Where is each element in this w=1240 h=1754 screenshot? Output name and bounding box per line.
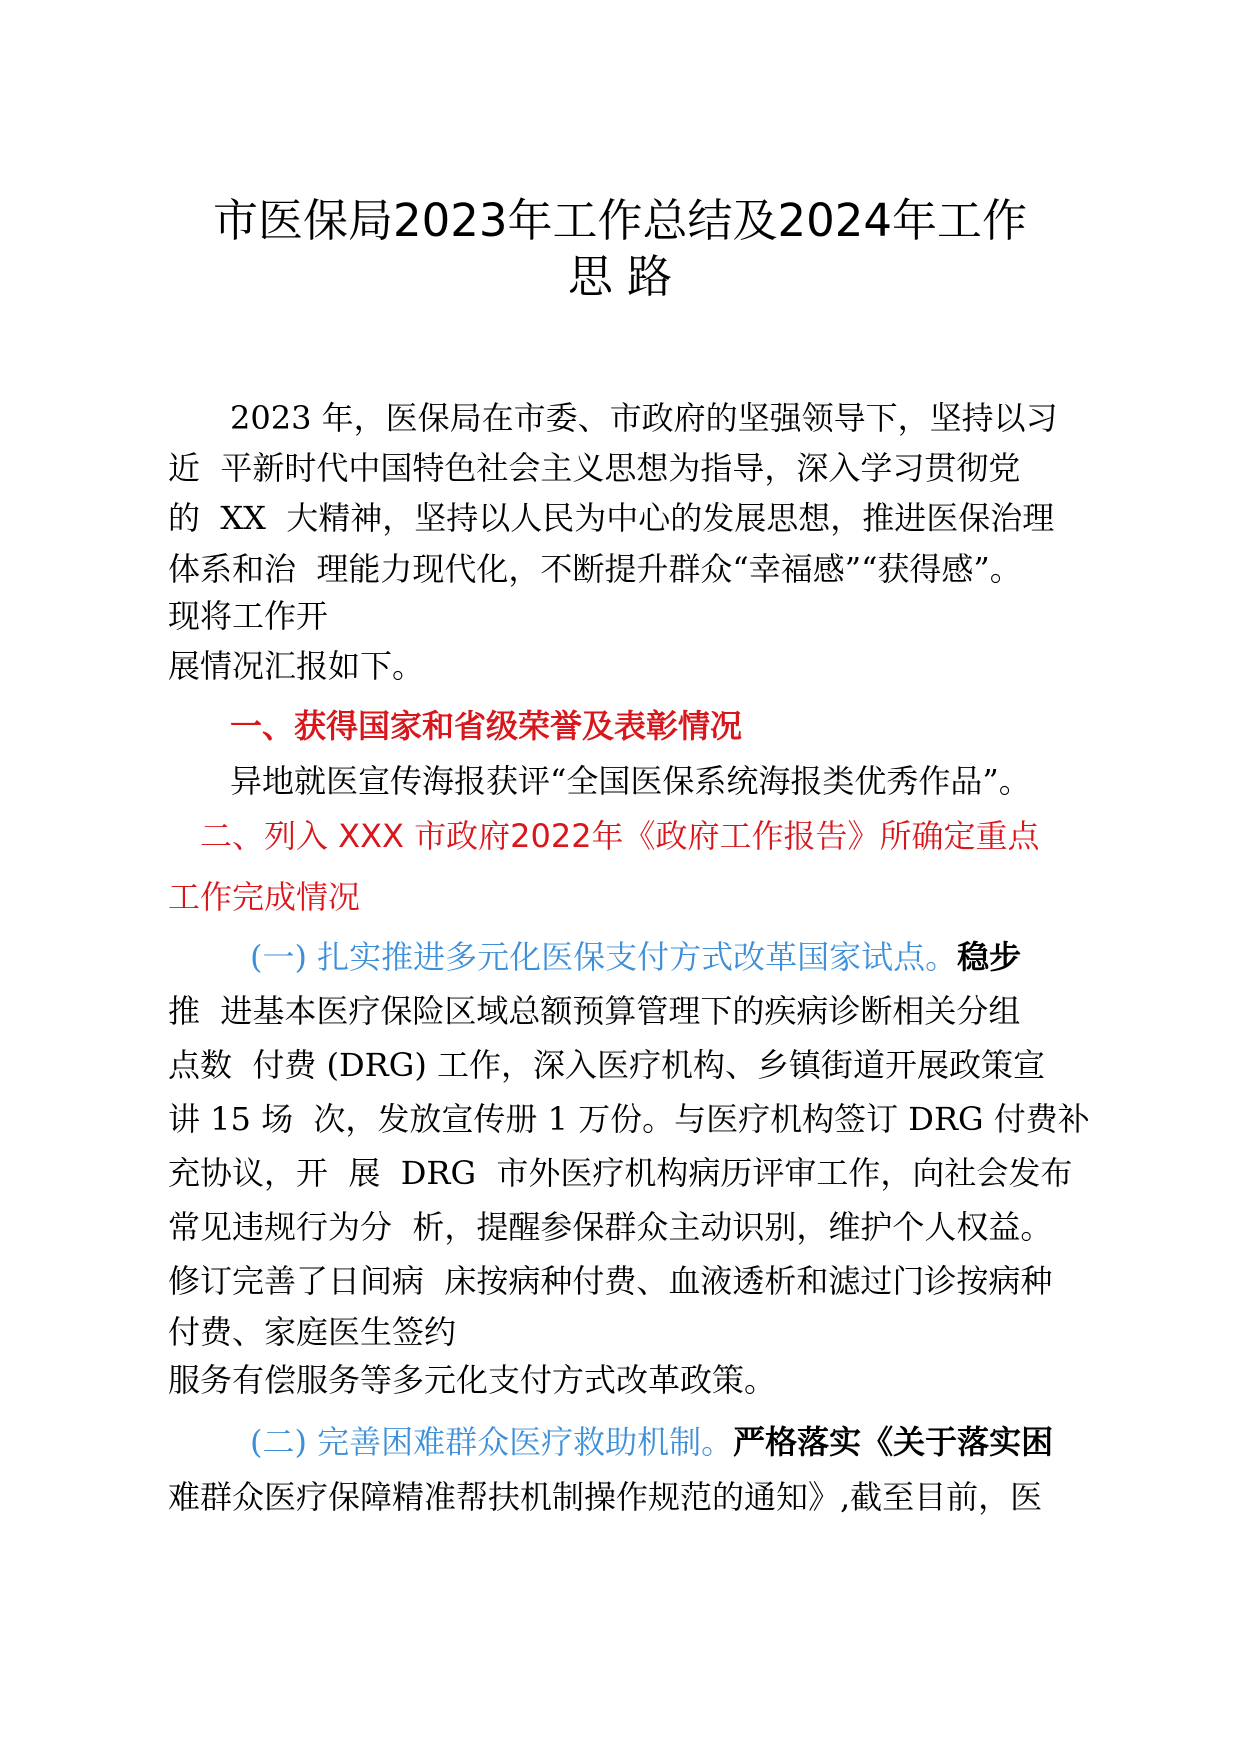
section2-heading-line1: 二、列入 XXX 市政府2022年《政府工作报告》所确定重点	[200, 817, 1040, 855]
intro-line: 现将工作开	[168, 597, 329, 635]
item1-title: (一) 扎实推进多元化医保支付方式改革国家试点。	[250, 938, 958, 976]
item1-line: 充协议，开 展 DRG 市外医疗机构病历评审工作，向社会发布	[168, 1154, 1073, 1192]
item1-line: 修订完善了日间病 床按病种付费、血液透析和滤过门诊按病种	[168, 1262, 1053, 1300]
intro-line: 展情况汇报如下。	[168, 647, 425, 685]
document-title-line1: 市医保局2023年工作总结及2024年工作	[212, 194, 1028, 247]
item1-line: 付费、家庭医生签约	[168, 1313, 457, 1351]
item1-line: 点数 付费 (DRG) 工作，深入医疗机构、乡镇街道开展政策宣	[168, 1046, 1045, 1084]
intro-line: 的 XX 大精神，坚持以人民为中心的发展思想，推进医保治理	[168, 499, 1055, 537]
item2-line: 难群众医疗保障精准帮扶机制操作规范的通知》,截至目前，医	[168, 1478, 1043, 1516]
item1-first-line	[250, 937, 1021, 977]
item2-lead: 严格落实《关于落实困	[733, 1423, 1054, 1461]
section1-heading: 一、获得国家和省级荣誉及表彰情况	[230, 707, 743, 745]
item2-title: (二) 完善困难群众医疗救助机制。	[250, 1423, 734, 1461]
section2-heading-line2: 工作完成情况	[168, 878, 361, 916]
item1-line: 服务有偿服务等多元化支付方式改革政策。	[168, 1361, 777, 1399]
intro-line: 近 平新时代中国特色社会主义思想为指导，深入学习贯彻党	[168, 449, 1021, 487]
item2-first-line	[250, 1422, 1053, 1462]
item1-line: 推 进基本医疗保险区域总额预算管理下的疾病诊断相关分组	[168, 992, 1021, 1030]
intro-line: 体系和治 理能力现代化，不断提升群众“幸福感”“获得感”。	[168, 550, 1022, 588]
item1-line: 讲 15 场 次，发放宣传册 1 万份。与医疗机构签订 DRG 付费补	[168, 1100, 1090, 1138]
item1-lead: 稳步	[957, 938, 1022, 976]
document-title-line2: 思 路	[567, 250, 673, 303]
intro-line: 2023 年，医保局在市委、市政府的坚强领导下，坚持以习	[230, 399, 1058, 437]
section1-text: 异地就医宣传海报获评“全国医保系统海报类优秀作品”。	[230, 762, 1031, 800]
item1-line: 常见违规行为分 析，提醒参保群众主动识别，维护个人权益。	[168, 1208, 1053, 1246]
